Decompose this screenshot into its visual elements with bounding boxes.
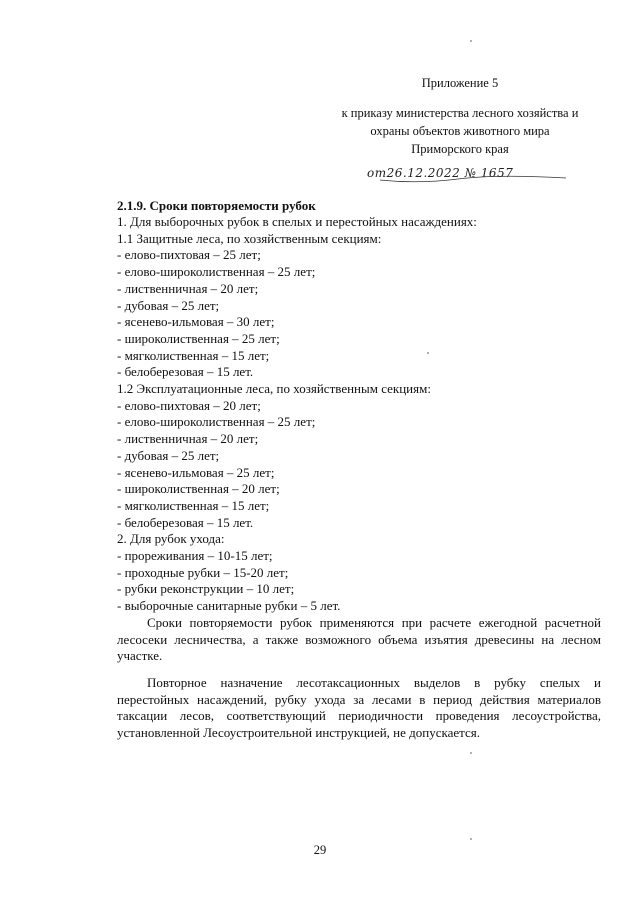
section-line: - ясенево-ильмовая – 25 лет; <box>117 464 275 480</box>
section-line: - широколиственная – 25 лет; <box>117 330 280 346</box>
section-line: - елово-пихтовая – 20 лет; <box>117 397 261 413</box>
section-line: - елово-широколиственная – 25 лет; <box>117 264 316 280</box>
section-line: - мягколиственная – 15 лет; <box>117 347 270 363</box>
appendix-header <box>310 74 610 158</box>
section-line: - елово-широколиственная – 25 лет; <box>117 414 316 430</box>
section-line: - белоберезовая – 15 лет. <box>117 364 254 380</box>
section-heading: 2.1.9. Сроки повторяемости рубок <box>117 198 316 213</box>
section-line: - елово-пихтовая – 25 лет; <box>117 247 261 263</box>
order-line: охраны объектов животного мира <box>370 124 550 138</box>
section-line: - белоберезовая – 15 лет. <box>117 514 254 530</box>
order-line: Приморского края <box>411 142 509 156</box>
handwriting-underline-strokes <box>378 160 568 186</box>
section-line: - широколиственная – 20 лет; <box>117 481 280 497</box>
section-line: 1. Для выборочных рубок в спелых и перестойных насаждениях: <box>117 214 477 229</box>
section-lines <box>117 214 601 615</box>
handwritten-date-number: 26.12.2022 № 1657 <box>386 166 514 180</box>
section-line: - лиственничная – 20 лет; <box>117 280 259 296</box>
handwritten-prefix: от <box>367 166 387 180</box>
scan-speck <box>470 40 472 42</box>
appendix-title: Приложение 5 <box>421 76 499 90</box>
section-line: - дубовая – 25 лет; <box>117 297 220 313</box>
section-line: - ясенево-ильмовая – 30 лет; <box>117 314 275 330</box>
section-line: 1.1 Защитные леса, по хозяйственным секциям: <box>117 230 382 246</box>
section-line: - мягколиственная – 15 лет; <box>117 497 270 513</box>
section-line: - проходные рубки – 15-20 лет; <box>117 564 289 580</box>
scan-speck <box>470 752 472 754</box>
section-line: - прореживания – 10-15 лет; <box>117 548 273 564</box>
page-number: 29 <box>313 843 327 857</box>
paragraph-repeat-periods: Сроки повторяемости рубок применяются при расчете ежегодной расчетной лесосеки лесничества, а также возможного объема изъятия древесины на лесном участке. <box>117 614 601 664</box>
order-line: к приказу министерства лесного хозяйства и <box>341 106 579 120</box>
section-line: - лиственничная – 20 лет; <box>117 431 259 447</box>
section-line: 2. Для рубок ухода: <box>117 531 225 547</box>
section-content <box>117 197 601 742</box>
section-line: 1.2 Эксплуатационные леса, по хозяйственным секциям: <box>117 381 431 397</box>
scan-speck <box>470 838 472 840</box>
section-line: - дубовая – 25 лет; <box>117 447 220 463</box>
paragraph-reassignment: Повторное назначение лесотаксационных выделов в рубку спелых и перестойных насаждений, рубку ухода за лесами в период действия материалов таксации лесов, соответствующий периодичности проведения лесоустройства, установленной Лесоустроительной инструкцией, не допускается. <box>117 674 601 741</box>
section-line: - рубки реконструкции – 10 лет; <box>117 581 295 597</box>
scan-speck <box>427 352 429 354</box>
section-line: - выборочные санитарные рубки – 5 лет. <box>117 598 341 614</box>
